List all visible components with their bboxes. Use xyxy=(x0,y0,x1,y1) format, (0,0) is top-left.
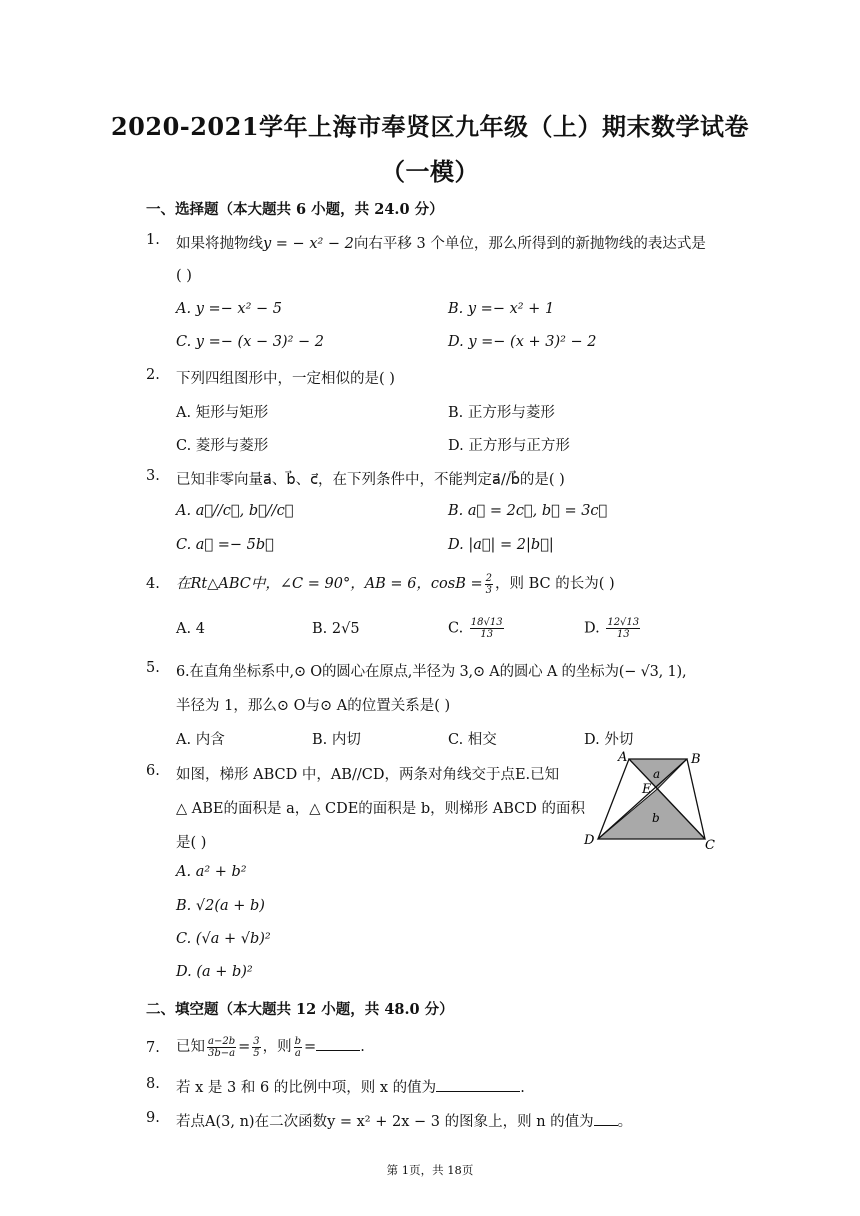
q2-option-a: A. 矩形与矩形 xyxy=(176,405,269,421)
trapezoid-figure xyxy=(578,748,728,853)
q8-text-a: 若 x 是 3 和 6 的比例中项，则 x 的值为 xyxy=(176,1080,437,1096)
q4-cos-fraction xyxy=(485,573,493,596)
q8-number: 8. xyxy=(146,1076,160,1092)
q6-line3: 是( ) xyxy=(176,835,207,851)
q9-number: 9. xyxy=(146,1110,160,1126)
q7-text-a: 已知 xyxy=(176,1039,205,1055)
q1-text xyxy=(176,232,706,253)
q7-fraction-1 xyxy=(207,1036,236,1059)
q6-number: 6. xyxy=(146,763,160,779)
q2-text: 下列四组图形中，一定相似的是( ) xyxy=(176,371,395,387)
q4-option-c-fraction xyxy=(470,617,504,640)
q2-number: 2. xyxy=(146,367,160,383)
q4-option-c-numerator: 18√13 xyxy=(470,617,503,628)
q2-option-d: D. 正方形与正方形 xyxy=(448,438,570,454)
q1-option-b: B. y =− x² + 1 xyxy=(448,301,555,317)
q6-option-d: D. (a + b)² xyxy=(176,964,253,980)
point-label-e: E xyxy=(642,782,652,797)
q5-line1: 6.在直角坐标系中,⊙ O的圆心在原点,半径为 3,⊙ A的圆心 A 的坐标为(− √3, 1), xyxy=(176,664,687,680)
q5-line2: 半径为 1，那么⊙ O与⊙ A的位置关系是( ) xyxy=(176,698,451,714)
q4-number: 4. xyxy=(146,576,160,592)
q4-cos-denominator: 3 xyxy=(485,584,492,596)
q5-option-a: A. 内含 xyxy=(176,732,225,748)
area-label-a: a xyxy=(653,767,661,781)
q4-option-c-denominator: 13 xyxy=(480,629,494,640)
page-footer: 第 1页，共 18页 xyxy=(386,1163,474,1177)
q8-answer-blank[interactable] xyxy=(436,1077,520,1092)
q1-text-a: 如果将抛物线 xyxy=(176,236,263,252)
q7-answer-blank[interactable] xyxy=(316,1036,360,1051)
q4-text xyxy=(176,572,615,596)
q4-option-d-denominator: 13 xyxy=(616,629,630,640)
q4-option-c-label: C. xyxy=(448,620,464,637)
q6-option-b: B. √2(a + b) xyxy=(176,898,265,914)
q2-option-c: C. 菱形与菱形 xyxy=(176,438,269,454)
q3-number: 3. xyxy=(146,468,160,484)
q7-fraction-1-numerator: a−2b xyxy=(208,1035,236,1047)
q4-option-b: B. 2√5 xyxy=(312,621,360,637)
q4-option-d-numerator: 12√13 xyxy=(607,617,640,628)
vertex-label-b: B xyxy=(691,752,701,767)
q7-fraction-3-numerator: b xyxy=(294,1035,302,1047)
q4-cos-numerator: 2 xyxy=(485,572,492,584)
q7-text-d: . xyxy=(360,1039,365,1055)
q1-number: 1. xyxy=(146,232,160,248)
q3-option-c: C. a⃗ =− 5b⃗ xyxy=(176,537,274,553)
q4-option-d xyxy=(584,617,642,640)
q3-option-a: A. a⃗//c⃗, b⃗//c⃗ xyxy=(176,503,294,519)
q3-text: 已知非零向量a⃗、b⃗、c⃗，在下列条件中，不能判定a⃗//b⃗的是( ) xyxy=(176,472,565,488)
q2-option-b: B. 正方形与菱形 xyxy=(448,405,555,421)
q7-fraction-2-numerator: 3 xyxy=(253,1035,260,1047)
q3-option-d: D. |a⃗| = 2|b⃗| xyxy=(448,537,554,553)
q5-option-c: C. 相交 xyxy=(448,732,497,748)
q6-line2: △ ABE的面积是 a，△ CDE的面积是 b，则梯形 ABCD 的面积 xyxy=(176,801,586,817)
section-choice-heading: 一、选择题（本大题共 6 小题，共 24.0 分） xyxy=(146,201,444,218)
q4-text-a: 在Rt△ABC中，∠C = 90°，AB = 6，cosB = xyxy=(176,576,483,592)
q7-equals: = xyxy=(238,1039,251,1055)
q4-option-d-fraction xyxy=(606,617,640,640)
q4-option-d-label: D. xyxy=(584,620,600,637)
q4-text-b: ，则 BC 的长为( ) xyxy=(495,576,615,592)
q7-text xyxy=(176,1035,365,1059)
q9-text-b: 。 xyxy=(617,1114,633,1130)
q9-text xyxy=(176,1110,632,1131)
q1-option-a: A. y =− x² − 5 xyxy=(176,301,282,317)
q4-option-a: A. 4 xyxy=(176,621,205,637)
q7-fraction-3 xyxy=(294,1036,302,1059)
vertex-label-d: D xyxy=(584,833,595,848)
exam-title: 2020-2021学年上海市奉贤区九年级（上）期末数学试卷 xyxy=(110,112,750,141)
q9-text-a: 若点A(3, n)在二次函数y = x² + 2x − 3 的图象上，则 n 的值为 xyxy=(176,1114,594,1130)
q6-option-a: A. a² + b² xyxy=(176,864,247,880)
q1-text-b: 向右平移 3 个单位，那么所得到的新抛物线的表达式是 xyxy=(353,236,706,252)
area-label-b: b xyxy=(652,811,660,825)
q6-option-c: C. (√a + √b)² xyxy=(176,931,271,947)
q7-fraction-1-denominator: 3b−a xyxy=(208,1047,236,1059)
q7-fraction-3-denominator: a xyxy=(294,1047,301,1059)
q1-option-c: C. y =− (x − 3)² − 2 xyxy=(176,334,324,350)
q8-text-b: . xyxy=(520,1080,525,1096)
q7-fraction-2-denominator: 5 xyxy=(253,1047,260,1059)
q3-option-b: B. a⃗ = 2c⃗, b⃗ = 3c⃗ xyxy=(448,503,608,519)
q7-number: 7. xyxy=(146,1040,160,1056)
q7-text-b: ，则 xyxy=(262,1039,292,1055)
q9-answer-blank[interactable] xyxy=(594,1111,618,1126)
q1-option-d: D. y =− (x + 3)² − 2 xyxy=(448,334,597,350)
q5-option-b: B. 内切 xyxy=(312,732,361,748)
q5-option-d: D. 外切 xyxy=(584,732,634,748)
section-fill-heading: 二、填空题（本大题共 12 小题，共 48.0 分） xyxy=(146,1001,454,1018)
q6-line1: 如图，梯形 ABCD 中，AB//CD，两条对角线交于点E.已知 xyxy=(176,767,560,783)
q7-fraction-2 xyxy=(252,1036,260,1059)
q1-expr: y = − x² − 2 xyxy=(263,236,354,252)
vertex-label-a: A xyxy=(618,750,628,765)
exam-subtitle: （一模） xyxy=(381,157,479,186)
vertex-label-c: C xyxy=(705,838,715,853)
q5-number: 5. xyxy=(146,660,160,676)
q7-text-c: = xyxy=(304,1039,317,1055)
q4-option-c xyxy=(448,617,506,640)
q8-text xyxy=(176,1076,525,1097)
q1-paren: ( ) xyxy=(176,268,192,284)
